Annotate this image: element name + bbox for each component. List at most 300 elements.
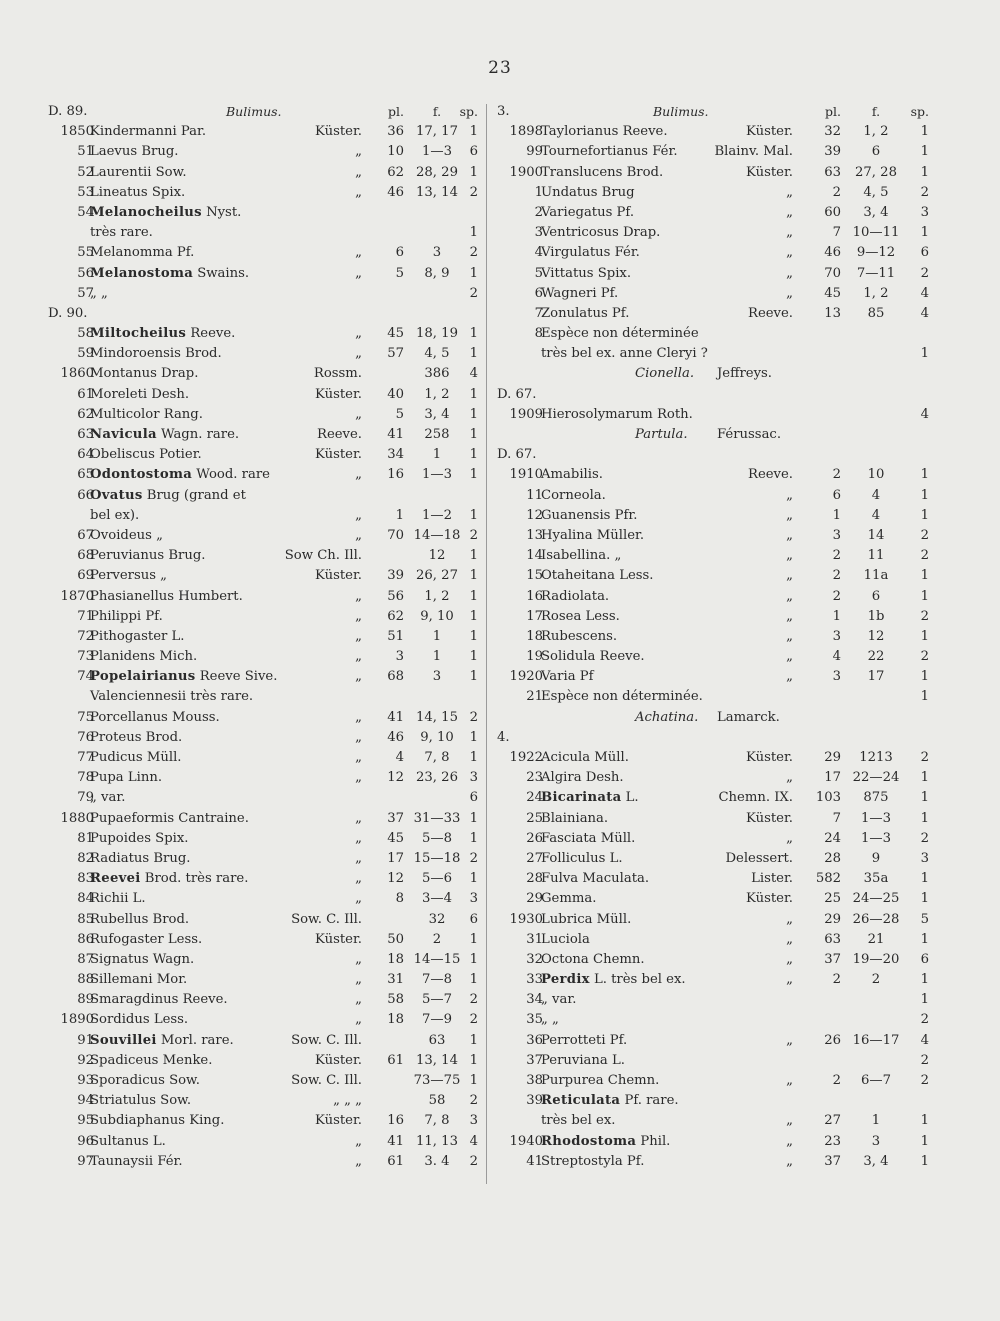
species-name-text: Octona Chemn. <box>541 951 645 967</box>
authority: „ <box>355 729 362 745</box>
plate-cell: 2 <box>832 1073 841 1088</box>
specimen-count: 4 <box>920 285 929 301</box>
table-row <box>497 587 929 607</box>
species-name <box>90 687 253 707</box>
species-name-text: Perrotteti Pf. <box>541 1032 628 1048</box>
authority: „ <box>786 1073 793 1088</box>
species-name-text: Undatus Brug <box>541 184 635 200</box>
specimen-count: 2 <box>920 1052 929 1068</box>
specimen-count: 1 <box>920 346 929 362</box>
specimen-count: 1 <box>920 992 929 1008</box>
plate-cell: 3 <box>832 527 841 543</box>
plate-cell: 41 <box>387 709 404 725</box>
authority: „ <box>786 184 793 200</box>
species-name-text: Mindoroensis Brod. <box>90 346 222 362</box>
figure-cell: 3—4 <box>422 891 452 907</box>
species-name-text: „ var. <box>90 790 126 806</box>
table-row <box>48 425 478 445</box>
species-name-text: Moreleti Desh. <box>90 386 190 402</box>
species-name <box>90 708 220 728</box>
plate-cell: 29 <box>824 911 841 927</box>
plate-cell: 46 <box>387 729 404 745</box>
figure-cell: 27, 28 <box>855 164 897 180</box>
entry-number: 39 <box>526 1093 543 1109</box>
specimen-count: 1 <box>469 124 478 140</box>
species-name-text: Lubrica Müll. <box>541 911 632 927</box>
species-name-text: Solidula Reeve. <box>541 649 645 665</box>
authority: „ <box>786 931 793 947</box>
species-name-text: Amabilis. <box>541 467 603 483</box>
table-row <box>497 486 929 506</box>
species-name <box>90 344 222 364</box>
genus-title: Bulimus. <box>653 104 709 119</box>
specimen-count: 1 <box>920 588 929 604</box>
species-name <box>541 203 634 223</box>
entry-number: 95 <box>77 1113 94 1129</box>
entry-number: 17 <box>526 608 543 624</box>
entry-number: 82 <box>77 850 94 866</box>
species-name <box>90 425 239 445</box>
species-name <box>90 506 139 526</box>
figure-cell: 7—11 <box>856 265 896 281</box>
authority: Sow Ch. Ill. <box>284 548 362 564</box>
section-heading <box>497 364 929 384</box>
entry-number: 58 <box>77 326 94 342</box>
species-name <box>90 849 191 869</box>
entry-number: 1920 <box>509 669 543 685</box>
species-name-text: Luciola <box>541 931 590 947</box>
figure-cell: 12 <box>428 548 446 564</box>
column-header <box>48 102 478 122</box>
specimen-count: 1 <box>469 1032 478 1048</box>
species-name-text: Subdiaphanus King. <box>90 1113 225 1129</box>
plate-cell: 7 <box>832 810 841 826</box>
species-name <box>541 506 637 526</box>
specimen-count: 1 <box>469 406 478 422</box>
entry-number: 25 <box>526 810 543 826</box>
figure-cell: 1 <box>871 1113 881 1129</box>
specimen-count: 1 <box>469 225 478 241</box>
species-name <box>541 122 668 142</box>
figure-cell: 10 <box>867 467 885 483</box>
authority: „ <box>786 1113 793 1129</box>
figure-cell: 11 <box>867 548 885 564</box>
plate-cell: 45 <box>387 830 404 846</box>
species-name-text: Peruvianus Brug. <box>90 548 206 564</box>
table-row <box>48 465 478 485</box>
entry-number: 1940 <box>509 1133 543 1149</box>
authority: „ <box>786 911 793 927</box>
entry-number: 29 <box>526 891 543 907</box>
authority: Küster. <box>746 891 793 907</box>
table-row <box>48 728 478 748</box>
specimen-count: 6 <box>920 951 929 967</box>
table-row <box>48 930 478 950</box>
species-name <box>90 748 182 768</box>
plate-label: D. 89. <box>48 104 88 119</box>
entry-number: 55 <box>77 245 94 261</box>
figure-cell: 1 <box>432 628 442 644</box>
figure-cell: 5—7 <box>422 992 452 1008</box>
figure-cell: 10—11 <box>852 225 900 241</box>
species-name <box>541 647 645 667</box>
authority: Küster. <box>315 1113 362 1129</box>
figure-cell: 23, 26 <box>416 770 458 786</box>
authority: „ <box>355 709 362 725</box>
species-name <box>90 324 235 344</box>
entry-number: 67 <box>77 527 94 543</box>
section-title: Partula. <box>635 427 688 442</box>
table-row <box>497 1010 929 1030</box>
specimen-count: 1 <box>920 689 929 705</box>
figure-cell: 14 <box>867 527 885 543</box>
table-row <box>497 264 929 284</box>
specimen-count: 1 <box>469 588 478 604</box>
table-row <box>497 1111 929 1131</box>
plate-cell: 62 <box>387 608 404 624</box>
plate-cell: 57 <box>387 346 404 362</box>
entry-number: 34 <box>526 992 543 1008</box>
species-name-text: „ „ <box>90 285 108 301</box>
specimen-count: 3 <box>920 204 929 220</box>
entry-number: 1900 <box>509 164 543 180</box>
authority: „ <box>786 507 793 523</box>
specimen-count: 1 <box>920 225 929 241</box>
species-name-text: Hierosolymarum Roth. <box>541 406 693 422</box>
entry-number: 68 <box>77 548 94 564</box>
authority: Blainv. Mal. <box>714 144 793 160</box>
species-name-text: Lineatus Spix. <box>90 184 186 200</box>
specimen-count: 2 <box>920 1012 929 1028</box>
species-name-text: Obeliscus Potier. <box>90 447 202 463</box>
figure-cell: 1—3 <box>861 810 891 826</box>
figure-cell: 31—33 <box>413 810 461 826</box>
species-name <box>541 465 603 485</box>
figure-cell: 18, 19 <box>416 326 458 342</box>
plate-cell: 17 <box>387 850 404 866</box>
table-row <box>497 849 929 869</box>
table-row <box>48 869 478 889</box>
entry-number: 5 <box>534 265 543 281</box>
entry-number: 32 <box>526 951 543 967</box>
species-name <box>90 364 198 384</box>
table-row <box>497 869 929 889</box>
authority: „ <box>786 588 793 604</box>
specimen-count: 6 <box>469 790 478 806</box>
authority: „ <box>786 527 793 543</box>
authority: Küster. <box>315 124 362 140</box>
figure-cell: 13, 14 <box>416 1052 458 1068</box>
species-name-text: Planidens Mich. <box>90 649 198 665</box>
entry-number: 84 <box>77 891 94 907</box>
table-row <box>497 566 929 586</box>
figure-cell: 14, 15 <box>416 709 458 725</box>
pl-header: pl. <box>388 104 404 119</box>
species-name-text: Varia Pf <box>541 669 594 685</box>
authority: „ <box>786 204 793 220</box>
specimen-count: 1 <box>469 951 478 967</box>
entry-number: 38 <box>526 1073 543 1088</box>
entry-number: 1850 <box>60 124 94 140</box>
entry-number: 1898 <box>509 124 543 140</box>
plate-cell: 18 <box>387 1012 404 1028</box>
species-name <box>90 647 197 667</box>
specimen-count: 2 <box>920 750 929 765</box>
table-row <box>497 163 929 183</box>
species-name-text: Radiatus Brug. <box>90 850 191 866</box>
table-row <box>48 445 478 465</box>
species-name-text: Kindermanni Par. <box>90 124 207 140</box>
species-name <box>541 546 621 566</box>
authority: „ <box>786 628 793 644</box>
authority: „ <box>355 850 362 866</box>
sp-header: sp. <box>459 104 478 119</box>
species-name-text: Richii L. <box>90 891 146 907</box>
authority: „ <box>355 265 362 281</box>
specimen-count: 1 <box>469 931 478 947</box>
specimen-count: 1 <box>920 891 929 907</box>
species-name <box>90 183 185 203</box>
species-name <box>90 405 203 425</box>
specimen-count: 5 <box>920 911 929 927</box>
species-name <box>541 667 594 687</box>
species-name-text: Sordidus Less. <box>90 1012 189 1028</box>
species-name <box>90 950 194 970</box>
specimen-count: 2 <box>920 265 929 281</box>
authority: „ <box>786 1133 793 1149</box>
figure-cell: 16—17 <box>852 1032 900 1048</box>
species-name-text: Fasciata Müll. <box>541 830 636 846</box>
table-row <box>48 667 478 687</box>
table-row <box>497 526 929 546</box>
entry-number: 99 <box>526 144 543 160</box>
figure-cell: 4 <box>871 507 881 523</box>
figure-cell: 1—3 <box>422 144 452 160</box>
species-name-bold: Melanostoma <box>90 265 194 281</box>
plate-cell: 31 <box>387 972 404 988</box>
plate-cell: 5 <box>395 406 404 422</box>
species-list <box>48 122 478 1172</box>
species-name <box>541 486 606 506</box>
species-name-text: Pupaeformis Cantraine. <box>90 810 249 826</box>
species-name-text: Isabellina. „ <box>541 548 622 564</box>
plate-cell: 1 <box>832 608 841 624</box>
figure-cell: 258 <box>424 427 450 442</box>
species-name-text: Pupoides Spix. <box>90 830 189 846</box>
authority: „ <box>355 326 362 342</box>
figure-cell: 5—6 <box>422 871 452 887</box>
entry-number: 1860 <box>60 366 94 382</box>
figure-cell: 13, 14 <box>416 184 458 200</box>
plate-cell: 103 <box>815 790 841 806</box>
entry-number: 66 <box>77 487 94 503</box>
species-name <box>541 405 693 425</box>
table-row <box>48 829 478 849</box>
table-row <box>48 1132 478 1152</box>
table-row <box>497 667 929 687</box>
table-row <box>48 1152 478 1172</box>
table-row <box>497 748 929 768</box>
figure-cell: 7, 8 <box>424 750 450 765</box>
species-name <box>90 889 146 909</box>
authority: Reeve. <box>748 305 793 321</box>
species-name <box>541 304 629 324</box>
plate-cell: 51 <box>387 628 404 644</box>
plate-cell: 1 <box>395 507 404 523</box>
specimen-count: 1 <box>469 830 478 846</box>
species-name <box>90 1031 234 1051</box>
species-name <box>541 566 654 586</box>
specimen-count: 2 <box>920 649 929 665</box>
specimen-count: 2 <box>469 527 478 543</box>
authority: „ <box>786 285 793 301</box>
specimen-count: 1 <box>469 265 478 281</box>
plate-cell: 16 <box>387 1113 404 1129</box>
authority: Küster. <box>315 931 362 947</box>
species-name-text: Purpurea Chemn. <box>541 1073 660 1088</box>
species-name <box>541 1111 615 1131</box>
species-name-text: Sillemani Mor. <box>90 972 188 988</box>
entry-number: 12 <box>526 507 543 523</box>
species-name-bold: Reticulata <box>541 1093 621 1109</box>
entry-number: 89 <box>77 992 94 1008</box>
species-name <box>541 223 660 243</box>
species-name-text: Corneola. <box>541 487 606 503</box>
species-name-text: Porcellanus Mouss. <box>90 709 220 725</box>
table-row <box>497 183 929 203</box>
plate-cell: 29 <box>824 750 841 765</box>
authority: „ <box>355 891 362 907</box>
entry-number: 1909 <box>509 406 543 422</box>
specimen-count: 2 <box>920 527 929 543</box>
plate-cell: 70 <box>824 265 841 281</box>
species-name <box>90 385 189 405</box>
species-name <box>541 849 623 869</box>
entry-number: 78 <box>77 770 94 786</box>
plate-cell: 39 <box>824 144 841 160</box>
species-name-bold: Popelairianus <box>90 669 196 685</box>
authority: „ <box>355 810 362 826</box>
specimen-count: 1 <box>469 326 478 342</box>
entry-number: 36 <box>526 1032 543 1048</box>
authority: „ <box>786 830 793 846</box>
figure-cell: 19—20 <box>852 951 900 967</box>
specimen-count: 1 <box>920 931 929 947</box>
species-name <box>541 627 617 647</box>
plate-cell: 37 <box>387 810 404 826</box>
plate-cell: 4 <box>832 649 841 665</box>
table-row <box>48 1031 478 1051</box>
figure-cell: 2 <box>432 931 442 947</box>
species-name-text: Tournefortianus Fér. <box>541 144 678 160</box>
table-row <box>48 526 478 546</box>
sp-header: sp. <box>910 104 929 119</box>
species-list <box>497 122 929 1172</box>
entry-number: 28 <box>526 871 543 887</box>
specimen-count: 1 <box>469 649 478 665</box>
section-title: Cionella. <box>635 366 695 382</box>
specimen-count: 2 <box>469 285 478 301</box>
table-row <box>48 1111 478 1131</box>
species-name <box>541 142 678 162</box>
table-row <box>48 264 478 284</box>
table-row <box>497 122 929 142</box>
f-header: f. <box>432 104 442 119</box>
plate-cell: 17 <box>824 770 841 786</box>
entry-number: 21 <box>526 689 543 705</box>
species-name-bold: Odontostoma <box>90 467 193 483</box>
specimen-count: 2 <box>469 992 478 1008</box>
specimen-count: 1 <box>469 386 478 402</box>
species-name-text: Montanus Drap. <box>90 366 199 382</box>
plate-cell: 41 <box>387 427 404 442</box>
specimen-count: 1 <box>920 1113 929 1129</box>
specimen-count: 1 <box>920 1153 929 1169</box>
figure-cell: 386 <box>424 366 450 382</box>
entry-number: 23 <box>526 770 543 786</box>
entry-number: 79 <box>77 790 94 806</box>
plate-cell: 63 <box>824 164 841 180</box>
plate-cell: 28 <box>824 850 841 866</box>
species-name <box>541 748 629 768</box>
species-name <box>90 1010 188 1030</box>
species-name <box>90 546 205 566</box>
plate-cell: 25 <box>824 891 841 907</box>
figure-cell: 9, 10 <box>420 608 454 624</box>
species-name <box>541 1071 659 1091</box>
species-name-text: Proteus Brod. <box>90 729 183 745</box>
plate-cell: 23 <box>824 1133 841 1149</box>
specimen-count: 1 <box>920 810 929 826</box>
plate-cell: 2 <box>832 184 841 200</box>
entry-number: 35 <box>526 1012 543 1028</box>
species-name-text: Taunaysii Fér. <box>90 1153 183 1169</box>
species-name-text: Ovoideus „ <box>90 527 163 543</box>
figure-cell: 1—3 <box>861 830 891 846</box>
specimen-count: 2 <box>469 1153 478 1169</box>
specimen-count: 1 <box>920 628 929 644</box>
species-name-text: Pithogaster L. <box>90 628 185 644</box>
table-row <box>48 223 478 243</box>
plate-cell: 12 <box>387 770 404 786</box>
species-name <box>90 607 163 627</box>
plate-cell: 1 <box>832 507 841 523</box>
entry-number: 13 <box>526 527 543 543</box>
authority: „ <box>355 830 362 846</box>
table-row <box>497 243 929 263</box>
plate-cell: 34 <box>387 447 404 463</box>
table-row <box>48 486 478 506</box>
authority: „ <box>355 750 362 765</box>
authority: Küster. <box>315 568 362 584</box>
species-name-text: Philippi Pf. <box>90 608 163 624</box>
figure-cell: 12 <box>867 628 885 644</box>
entry-number: 93 <box>77 1073 94 1088</box>
plate-cell: 16 <box>387 467 404 483</box>
table-row <box>497 970 929 990</box>
table-row <box>48 687 478 707</box>
entry-number: 24 <box>526 790 543 806</box>
plate-cell: 2 <box>832 972 841 988</box>
species-name-suffix: Pf. rare. <box>620 1093 679 1109</box>
plate-cell: 32 <box>824 124 841 140</box>
authority: „ <box>355 992 362 1008</box>
entry-number: 6 <box>534 285 543 301</box>
table-row <box>48 304 478 324</box>
specimen-count: 1 <box>469 729 478 745</box>
figure-cell: 875 <box>863 790 889 806</box>
specimen-count: 2 <box>920 1073 929 1088</box>
